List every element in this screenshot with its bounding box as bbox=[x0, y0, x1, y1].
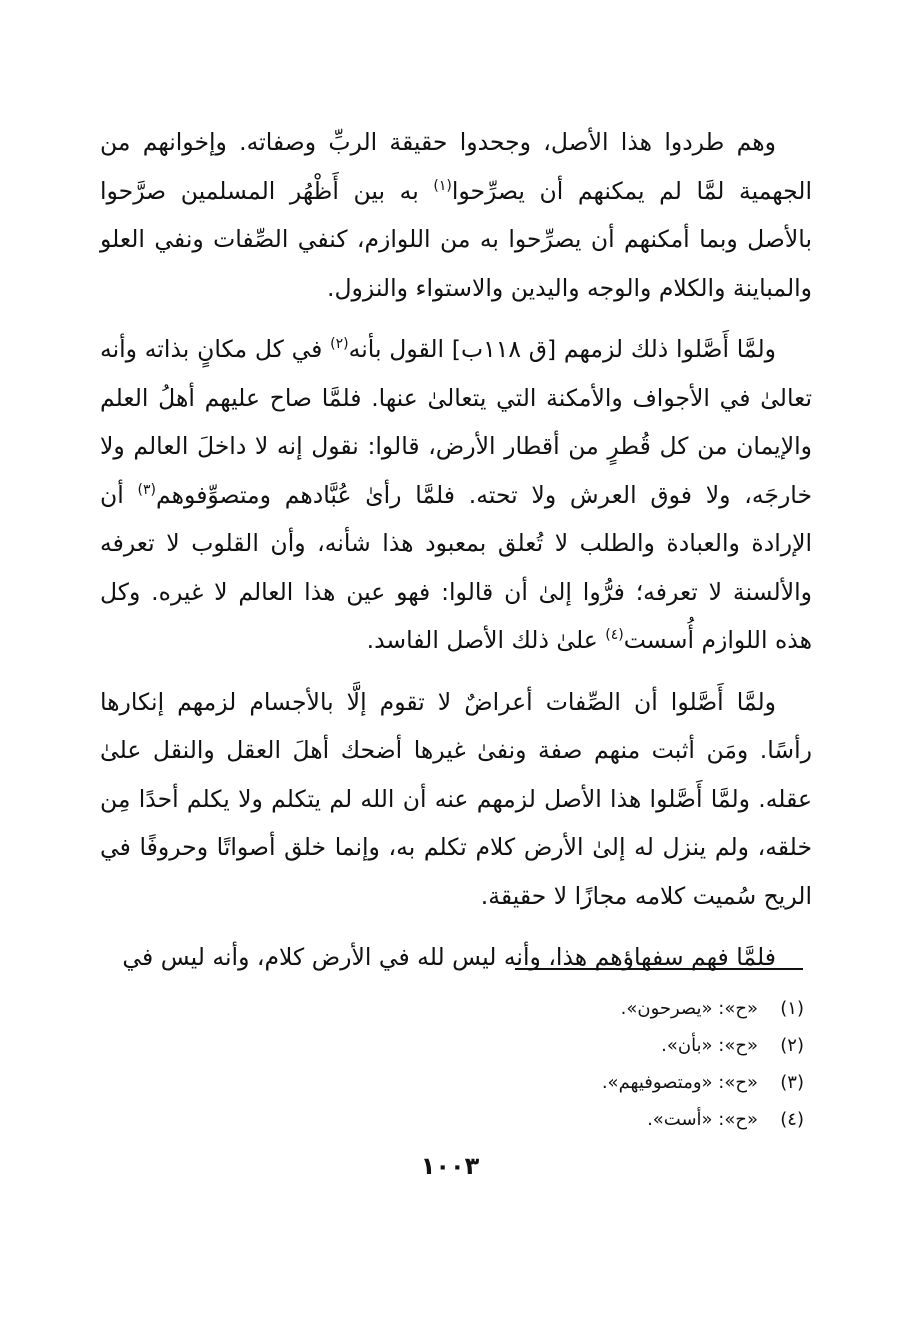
text-run: علىٰ ذلك الأصل الفاسد. bbox=[366, 626, 606, 654]
text-run: أن الإرادة والعبادة والطلب لا تُعلق بمعبود هذا شأنه، وأن القلوب لا تعرفه والألسنة لا تعرفه؛ فرُّوا إلىٰ أن قالوا: فهو عين هذا العالم لا غيره. وكل هذه اللوازم أُسست bbox=[100, 480, 812, 654]
footnote-ref: (٢) bbox=[330, 336, 349, 353]
main-text bbox=[100, 118, 812, 982]
footnote-4 bbox=[100, 1101, 804, 1138]
footnote-ref: (٤) bbox=[605, 627, 624, 644]
footnote-separator bbox=[515, 968, 803, 970]
footnote-1 bbox=[100, 990, 804, 1027]
footnote-ref: (١) bbox=[433, 177, 452, 194]
footnote-number: (٢) bbox=[780, 1035, 804, 1056]
footnote-number: (١) bbox=[780, 998, 804, 1019]
paragraph-4 bbox=[100, 933, 812, 982]
text-run: ولمَّا أَصَّلوا ذلك لزمهم [ق ١١٨ب] القول بأنه bbox=[348, 335, 776, 363]
footnote-number: (٣) bbox=[780, 1072, 804, 1093]
text-run: فلمَّا فهم سفهاؤهم هذا، وأنه ليس لله في الأرض كلام، وأنه ليس في bbox=[122, 943, 776, 971]
footnote-3 bbox=[100, 1064, 804, 1101]
text-run: به بين أَظْهُر المسلمين صرَّحوا بالأصل وبما أمكنهم أن يصرِّحوا به من اللوازم، كنفي الصِّفات ونفي العلو والمباينة والكلام والوجه واليدين والاستواء والنزول. bbox=[100, 176, 812, 302]
footnote-text: «ح»: «أست». bbox=[647, 1109, 758, 1130]
footnote-text: «ح»: «ومتصوفيهم». bbox=[601, 1072, 758, 1093]
paragraph-2 bbox=[100, 325, 812, 665]
footnotes bbox=[100, 990, 804, 1138]
page-number: ١٠٠٣ bbox=[420, 1152, 480, 1180]
paragraph-1 bbox=[100, 118, 812, 312]
footnote-text: «ح»: «بأن». bbox=[661, 1035, 758, 1056]
text-run: وهم طردوا هذا الأصل، وجحدوا حقيقة الربِّ وصفاته. وإخوانهم من الجهمية لمَّا لم يمكنهم أن يصرِّحوا bbox=[100, 128, 812, 205]
footnote-number: (٤) bbox=[780, 1109, 804, 1130]
text-run: ولمَّا أَصَّلوا أن الصِّفات أعراضٌ لا تقوم إلَّا بالأجسام لزمهم إنكارها رأسًا. ومَن أثبت منهم صفة ونفىٰ غيرها أضحك أهلَ العقل والنقل علىٰ عقله. ولمَّا أَصَّلوا هذا الأصل لزمهم عنه أن الله لم يتكلم ولا يكلم أحدًا مِن خلقه، ولم ينزل له إلىٰ الأرض كلام تكلم به، وإنما خلق أصواتًا وحروفًا في الريح سُميت كلامه مجازًا لا حقيقة. bbox=[100, 687, 812, 910]
footnote-2 bbox=[100, 1027, 804, 1064]
footnote-ref: (٣) bbox=[137, 481, 157, 498]
text-run: في كل مكانٍ بذاته وأنه تعالىٰ في الأجواف والأمكنة التي يتعالىٰ عنها. فلمَّا صاح عليهم أهلُ العلم والإيمان من كل قُطرٍ من أقطار الأرض، قالوا: نقول إنه لا داخلَ العالم ولا خارجَه، ولا فوق العرش ولا تحته. فلمَّا رأىٰ عُبَّادهم ومتصوِّفوهم bbox=[100, 335, 812, 509]
footnote-text: «ح»: «يصرحون». bbox=[620, 998, 758, 1019]
paragraph-3 bbox=[100, 678, 812, 921]
